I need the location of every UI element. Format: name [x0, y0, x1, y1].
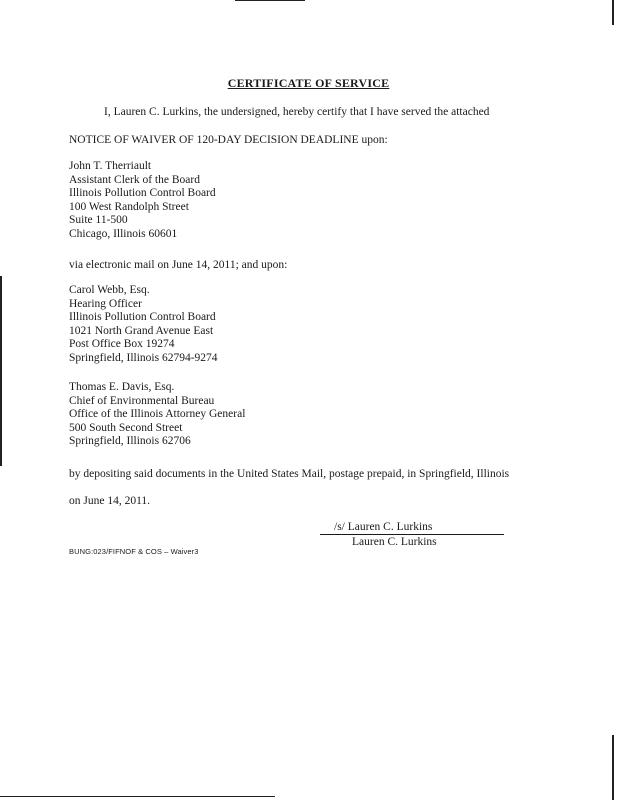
service-date: on June 14, 2011.	[69, 495, 151, 507]
scan-artifact	[235, 0, 305, 1]
address-line: Chief of Environmental Bureau	[69, 394, 215, 407]
address-line: Illinois Pollution Control Board	[69, 311, 216, 324]
document-line: NOTICE OF WAIVER OF 120-DAY DECISION DEADLINE upon:	[69, 134, 388, 146]
address-line: 1021 North Grand Avenue East	[69, 324, 214, 337]
address-line: 500 South Second Street	[69, 421, 183, 434]
address-line: Springfield, Illinois 62706	[69, 435, 191, 448]
intro-line: I, Lauren C. Lurkins, the undersigned, hereby certify that I have served the attached	[104, 106, 490, 118]
recipient-1-address	[69, 160, 216, 242]
printed-name: Lauren C. Lurkins	[352, 536, 437, 548]
address-line: Hearing Officer	[69, 297, 142, 310]
address-line: Springfield, Illinois 62794-9274	[69, 351, 218, 364]
document-code: BUNG:023/FIFNOF & COS – Waiver3	[69, 547, 199, 556]
address-line: Carol Webb, Esq.	[69, 284, 150, 296]
address-line: 100 West Randolph Street	[69, 200, 189, 213]
recipient-3-address	[69, 381, 245, 449]
scan-artifact	[0, 276, 2, 466]
service-method-1: via electronic mail on June 14, 2011; and upon:	[69, 259, 288, 271]
electronic-signature: /s/ Lauren C. Lurkins	[334, 521, 433, 533]
address-line: Assistant Clerk of the Board	[69, 173, 200, 186]
address-line: John T. Therriault	[69, 160, 152, 172]
recipient-2-address	[69, 284, 218, 366]
address-line: Chicago, Illinois 60601	[69, 227, 178, 240]
address-line: Illinois Pollution Control Board	[69, 187, 216, 200]
scan-artifact	[612, 735, 614, 800]
scan-artifact	[0, 796, 275, 797]
address-line: Suite 11-500	[69, 214, 128, 227]
address-line: Post Office Box 19274	[69, 338, 175, 351]
address-line: Office of the Illinois Attorney General	[69, 408, 246, 421]
service-method-2: by depositing said documents in the United States Mail, postage prepaid, in Springfield, Illinois	[69, 468, 510, 480]
scan-artifact	[612, 0, 614, 25]
address-line: Thomas E. Davis, Esq.	[69, 381, 175, 393]
certificate-title: CERTIFICATE OF SERVICE	[227, 76, 390, 90]
